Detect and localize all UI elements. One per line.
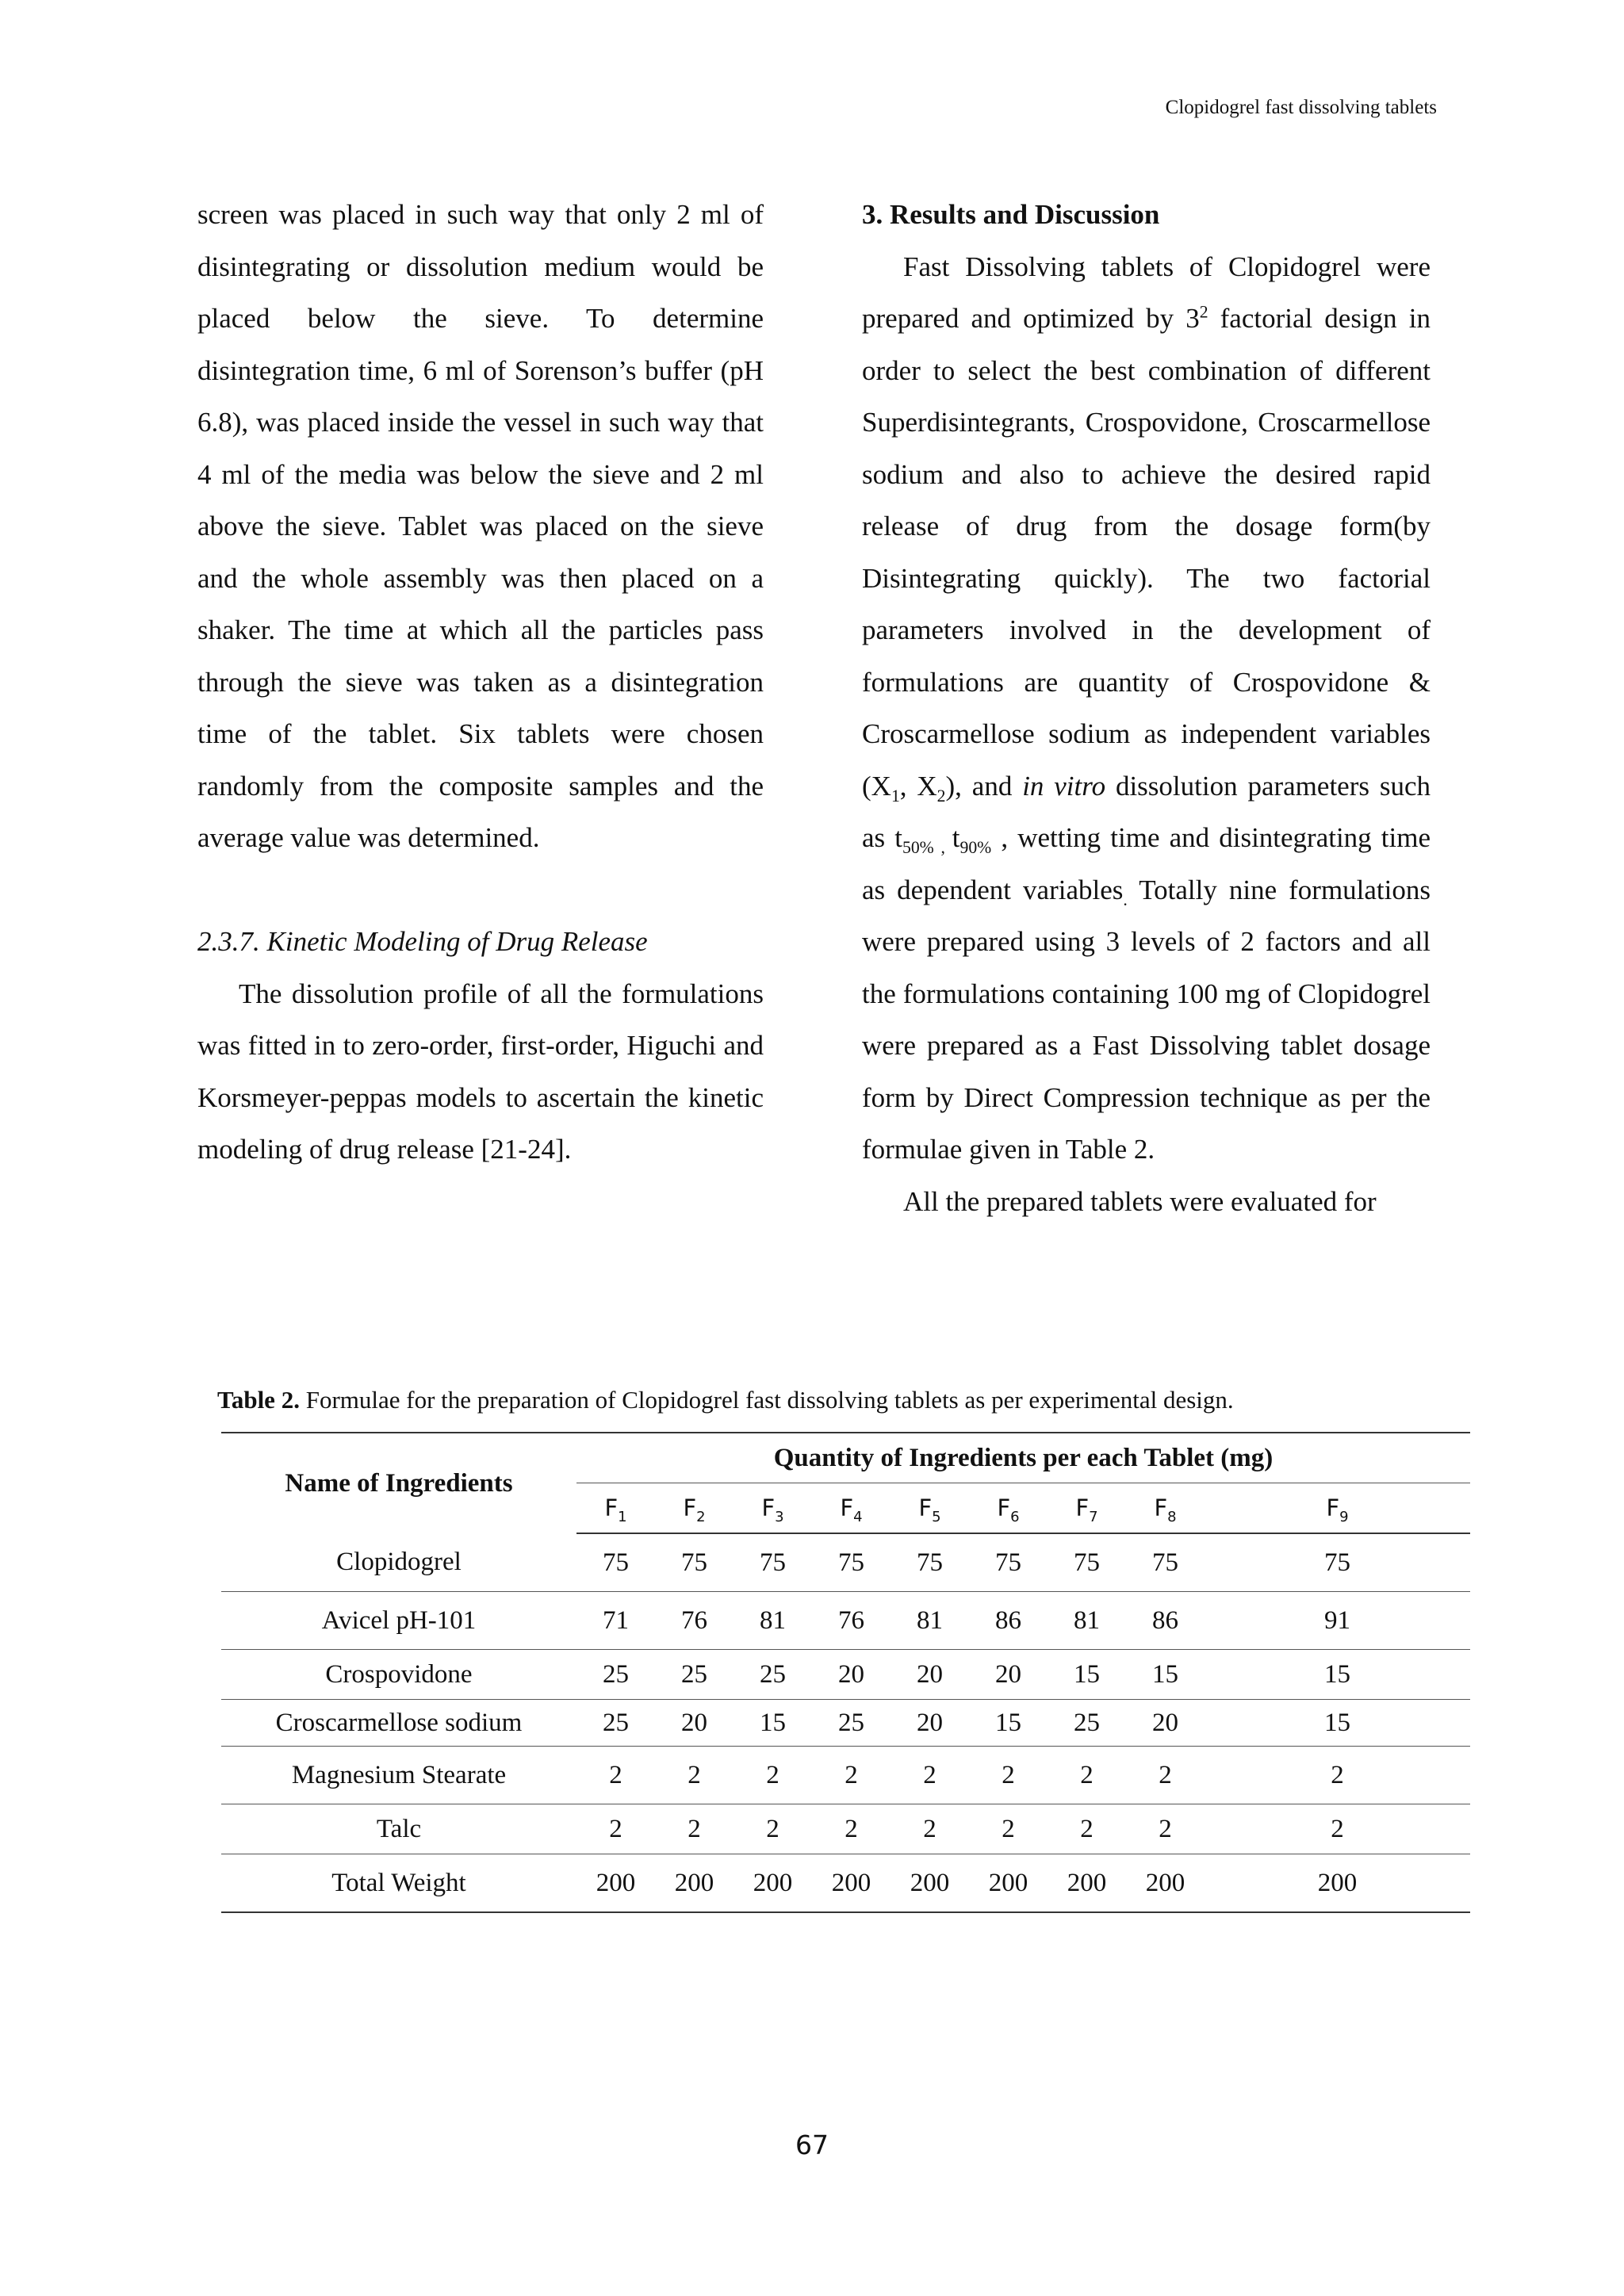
quantity-cell: 2 bbox=[1205, 1747, 1470, 1804]
table-row bbox=[221, 1533, 1470, 1592]
quantity-cell: 76 bbox=[655, 1592, 733, 1650]
quantity-cell: 2 bbox=[576, 1747, 655, 1804]
table-row bbox=[221, 1700, 1470, 1747]
quantity-cell: 71 bbox=[576, 1592, 655, 1650]
section-heading: 3. Results and Discussion bbox=[862, 199, 1160, 230]
quantity-cell: 2 bbox=[1126, 1804, 1205, 1854]
quantity-cell: 200 bbox=[655, 1854, 733, 1913]
quantity-cell: 200 bbox=[576, 1854, 655, 1913]
running-title: Clopidogrel fast dissolving tablets bbox=[1165, 97, 1437, 118]
quantity-cell: 25 bbox=[812, 1700, 891, 1747]
quantity-cell: 81 bbox=[733, 1592, 812, 1650]
quantity-cell: 2 bbox=[1048, 1804, 1126, 1854]
quantity-cell: 200 bbox=[812, 1854, 891, 1913]
formulation-header: $F_6$ bbox=[969, 1483, 1048, 1534]
ingredients-header: Name of Ingredients bbox=[221, 1433, 576, 1533]
quantity-cell: 200 bbox=[969, 1854, 1048, 1913]
right-paragraph-1: Fast Dissolving tablets of Clopidogrel were prepared and optimized by $3^2$ factorial design in order to select the best combination of different Superdisintegrants, Crospovidone, Croscarmellose sodium and also to achieve the desired rapid release of drug from the dosage form(by Disintegrating quickly). The two factorial parameters involved in the development of formulations are quantity of Crospovidone & Croscarmellose sodium as independent variables ($X_1$, $X_2$), and in vitro dissolution parameters such as $t_{50\%}$ $_,$ $t_{90\%}$ , wetting time and disintegrating time as dependent variables$_.$ Totally nine formulations were prepared using 3 levels of 2 factors and all the formulations containing 100 mg of Clopidogrel were prepared as a Fast Dissolving tablet dosage form by Direct Compression technique as per the formulae given in Table 2. bbox=[862, 251, 1431, 1165]
quantity-cell: 2 bbox=[733, 1747, 812, 1804]
quantity-cell: 25 bbox=[576, 1650, 655, 1700]
quantity-cell: 15 bbox=[1048, 1650, 1126, 1700]
ingredient-name: Croscarmellose sodium bbox=[221, 1700, 576, 1747]
quantity-cell: 75 bbox=[812, 1533, 891, 1592]
quantity-cell: 2 bbox=[576, 1804, 655, 1854]
quantity-cell: 75 bbox=[733, 1533, 812, 1592]
ingredient-name: Avicel pH-101 bbox=[221, 1592, 576, 1650]
quantity-cell: 2 bbox=[1048, 1747, 1126, 1804]
subsection-heading: 2.3.7. Kinetic Modeling of Drug Release bbox=[197, 926, 648, 957]
quantity-cell: 75 bbox=[1126, 1533, 1205, 1592]
quantity-cell: 200 bbox=[1048, 1854, 1126, 1913]
left-paragraph-2: The dissolution profile of all the formulations was fitted in to zero-order, first-order, Higuchi and Korsmeyer-peppas models to ascertain the kinetic modeling of drug release [21-24]. bbox=[197, 978, 764, 1165]
quantity-cell: 200 bbox=[1205, 1854, 1470, 1913]
quantity-cell: 15 bbox=[1205, 1650, 1470, 1700]
quantity-cell: 25 bbox=[733, 1650, 812, 1700]
quantity-cell: 15 bbox=[733, 1700, 812, 1747]
quantity-cell: 200 bbox=[733, 1854, 812, 1913]
quantity-cell: 86 bbox=[1126, 1592, 1205, 1650]
quantity-cell: 75 bbox=[1205, 1533, 1470, 1592]
quantity-cell: 75 bbox=[655, 1533, 733, 1592]
quantity-cell: 2 bbox=[891, 1747, 969, 1804]
formulation-header: $F_2$ bbox=[655, 1483, 733, 1534]
table-row bbox=[221, 1804, 1470, 1854]
quantity-cell: 20 bbox=[812, 1650, 891, 1700]
quantity-cell: 25 bbox=[576, 1700, 655, 1747]
right-paragraph-2: All the prepared tablets were evaluated for bbox=[903, 1185, 1377, 1217]
quantity-cell: 2 bbox=[655, 1804, 733, 1854]
quantity-cell: 20 bbox=[891, 1700, 969, 1747]
quantity-cell: 2 bbox=[812, 1804, 891, 1854]
ingredient-name: Crospovidone bbox=[221, 1650, 576, 1700]
quantity-cell: 15 bbox=[1126, 1650, 1205, 1700]
left-column bbox=[197, 189, 764, 1176]
quantity-cell: 20 bbox=[891, 1650, 969, 1700]
table-row bbox=[221, 1854, 1470, 1913]
quantity-cell: 2 bbox=[969, 1804, 1048, 1854]
quantity-cell: 2 bbox=[891, 1804, 969, 1854]
quantity-header: Quantity of Ingredients per each Tablet (mg) bbox=[576, 1433, 1470, 1483]
quantity-cell: 200 bbox=[1126, 1854, 1205, 1913]
page-number: 67 bbox=[795, 2130, 829, 2160]
formula-table bbox=[221, 1432, 1470, 1913]
quantity-cell: 200 bbox=[891, 1854, 969, 1913]
quantity-cell: 76 bbox=[812, 1592, 891, 1650]
quantity-cell: 20 bbox=[969, 1650, 1048, 1700]
quantity-cell: 20 bbox=[1126, 1700, 1205, 1747]
quantity-cell: 75 bbox=[891, 1533, 969, 1592]
ingredient-name: Clopidogrel bbox=[221, 1533, 576, 1592]
formulation-header: $F_1$ bbox=[576, 1483, 655, 1534]
quantity-cell: 86 bbox=[969, 1592, 1048, 1650]
formulation-header: $F_9$ bbox=[1205, 1483, 1470, 1534]
table-body bbox=[221, 1533, 1470, 1912]
quantity-cell: 75 bbox=[969, 1533, 1048, 1592]
ingredient-name: Talc bbox=[221, 1804, 576, 1854]
quantity-cell: 91 bbox=[1205, 1592, 1470, 1650]
quantity-cell: 2 bbox=[655, 1747, 733, 1804]
quantity-cell: 2 bbox=[1205, 1804, 1470, 1854]
quantity-cell: 2 bbox=[733, 1804, 812, 1854]
quantity-cell: 20 bbox=[655, 1700, 733, 1747]
quantity-cell: 2 bbox=[812, 1747, 891, 1804]
quantity-cell: 15 bbox=[969, 1700, 1048, 1747]
quantity-cell: 75 bbox=[576, 1533, 655, 1592]
formulation-header: $F_4$ bbox=[812, 1483, 891, 1534]
left-paragraph-1: screen was placed in such way that only 2 ml of disintegrating or dissolution medium would be placed below the sieve. To determine disintegration time, 6 ml of Sorenson’s buffer (pH 6.8), was placed inside the vessel in such way that 4 ml of the media was below the sieve and 2 ml above the sieve. Tablet was placed on the sieve and the whole assembly was then placed on a shaker. The time at which all the particles pass through the sieve was taken as a disintegration time of the tablet. Six tablets were chosen randomly from the composite samples and the average value was determined. bbox=[197, 199, 764, 853]
quantity-cell: 81 bbox=[1048, 1592, 1126, 1650]
quantity-cell: 15 bbox=[1205, 1700, 1470, 1747]
quantity-cell: 75 bbox=[1048, 1533, 1126, 1592]
formulation-header: $F_8$ bbox=[1126, 1483, 1205, 1534]
formulation-header: $F_3$ bbox=[733, 1483, 812, 1534]
quantity-cell: 2 bbox=[1126, 1747, 1205, 1804]
table-row bbox=[221, 1747, 1470, 1804]
table-row bbox=[221, 1592, 1470, 1650]
table-caption: Table 2. Formulae for the preparation of Clopidogrel fast dissolving tablets as per experimental design. bbox=[217, 1386, 1234, 1414]
quantity-cell: 2 bbox=[969, 1747, 1048, 1804]
quantity-cell: 25 bbox=[655, 1650, 733, 1700]
quantity-cell: 25 bbox=[1048, 1700, 1126, 1747]
right-column bbox=[862, 189, 1431, 1227]
ingredient-name: Magnesium Stearate bbox=[221, 1747, 576, 1804]
formulation-header: $F_5$ bbox=[891, 1483, 969, 1534]
table-row bbox=[221, 1650, 1470, 1700]
ingredient-name: Total Weight bbox=[221, 1854, 576, 1913]
quantity-cell: 81 bbox=[891, 1592, 969, 1650]
formulation-header: $F_7$ bbox=[1048, 1483, 1126, 1534]
